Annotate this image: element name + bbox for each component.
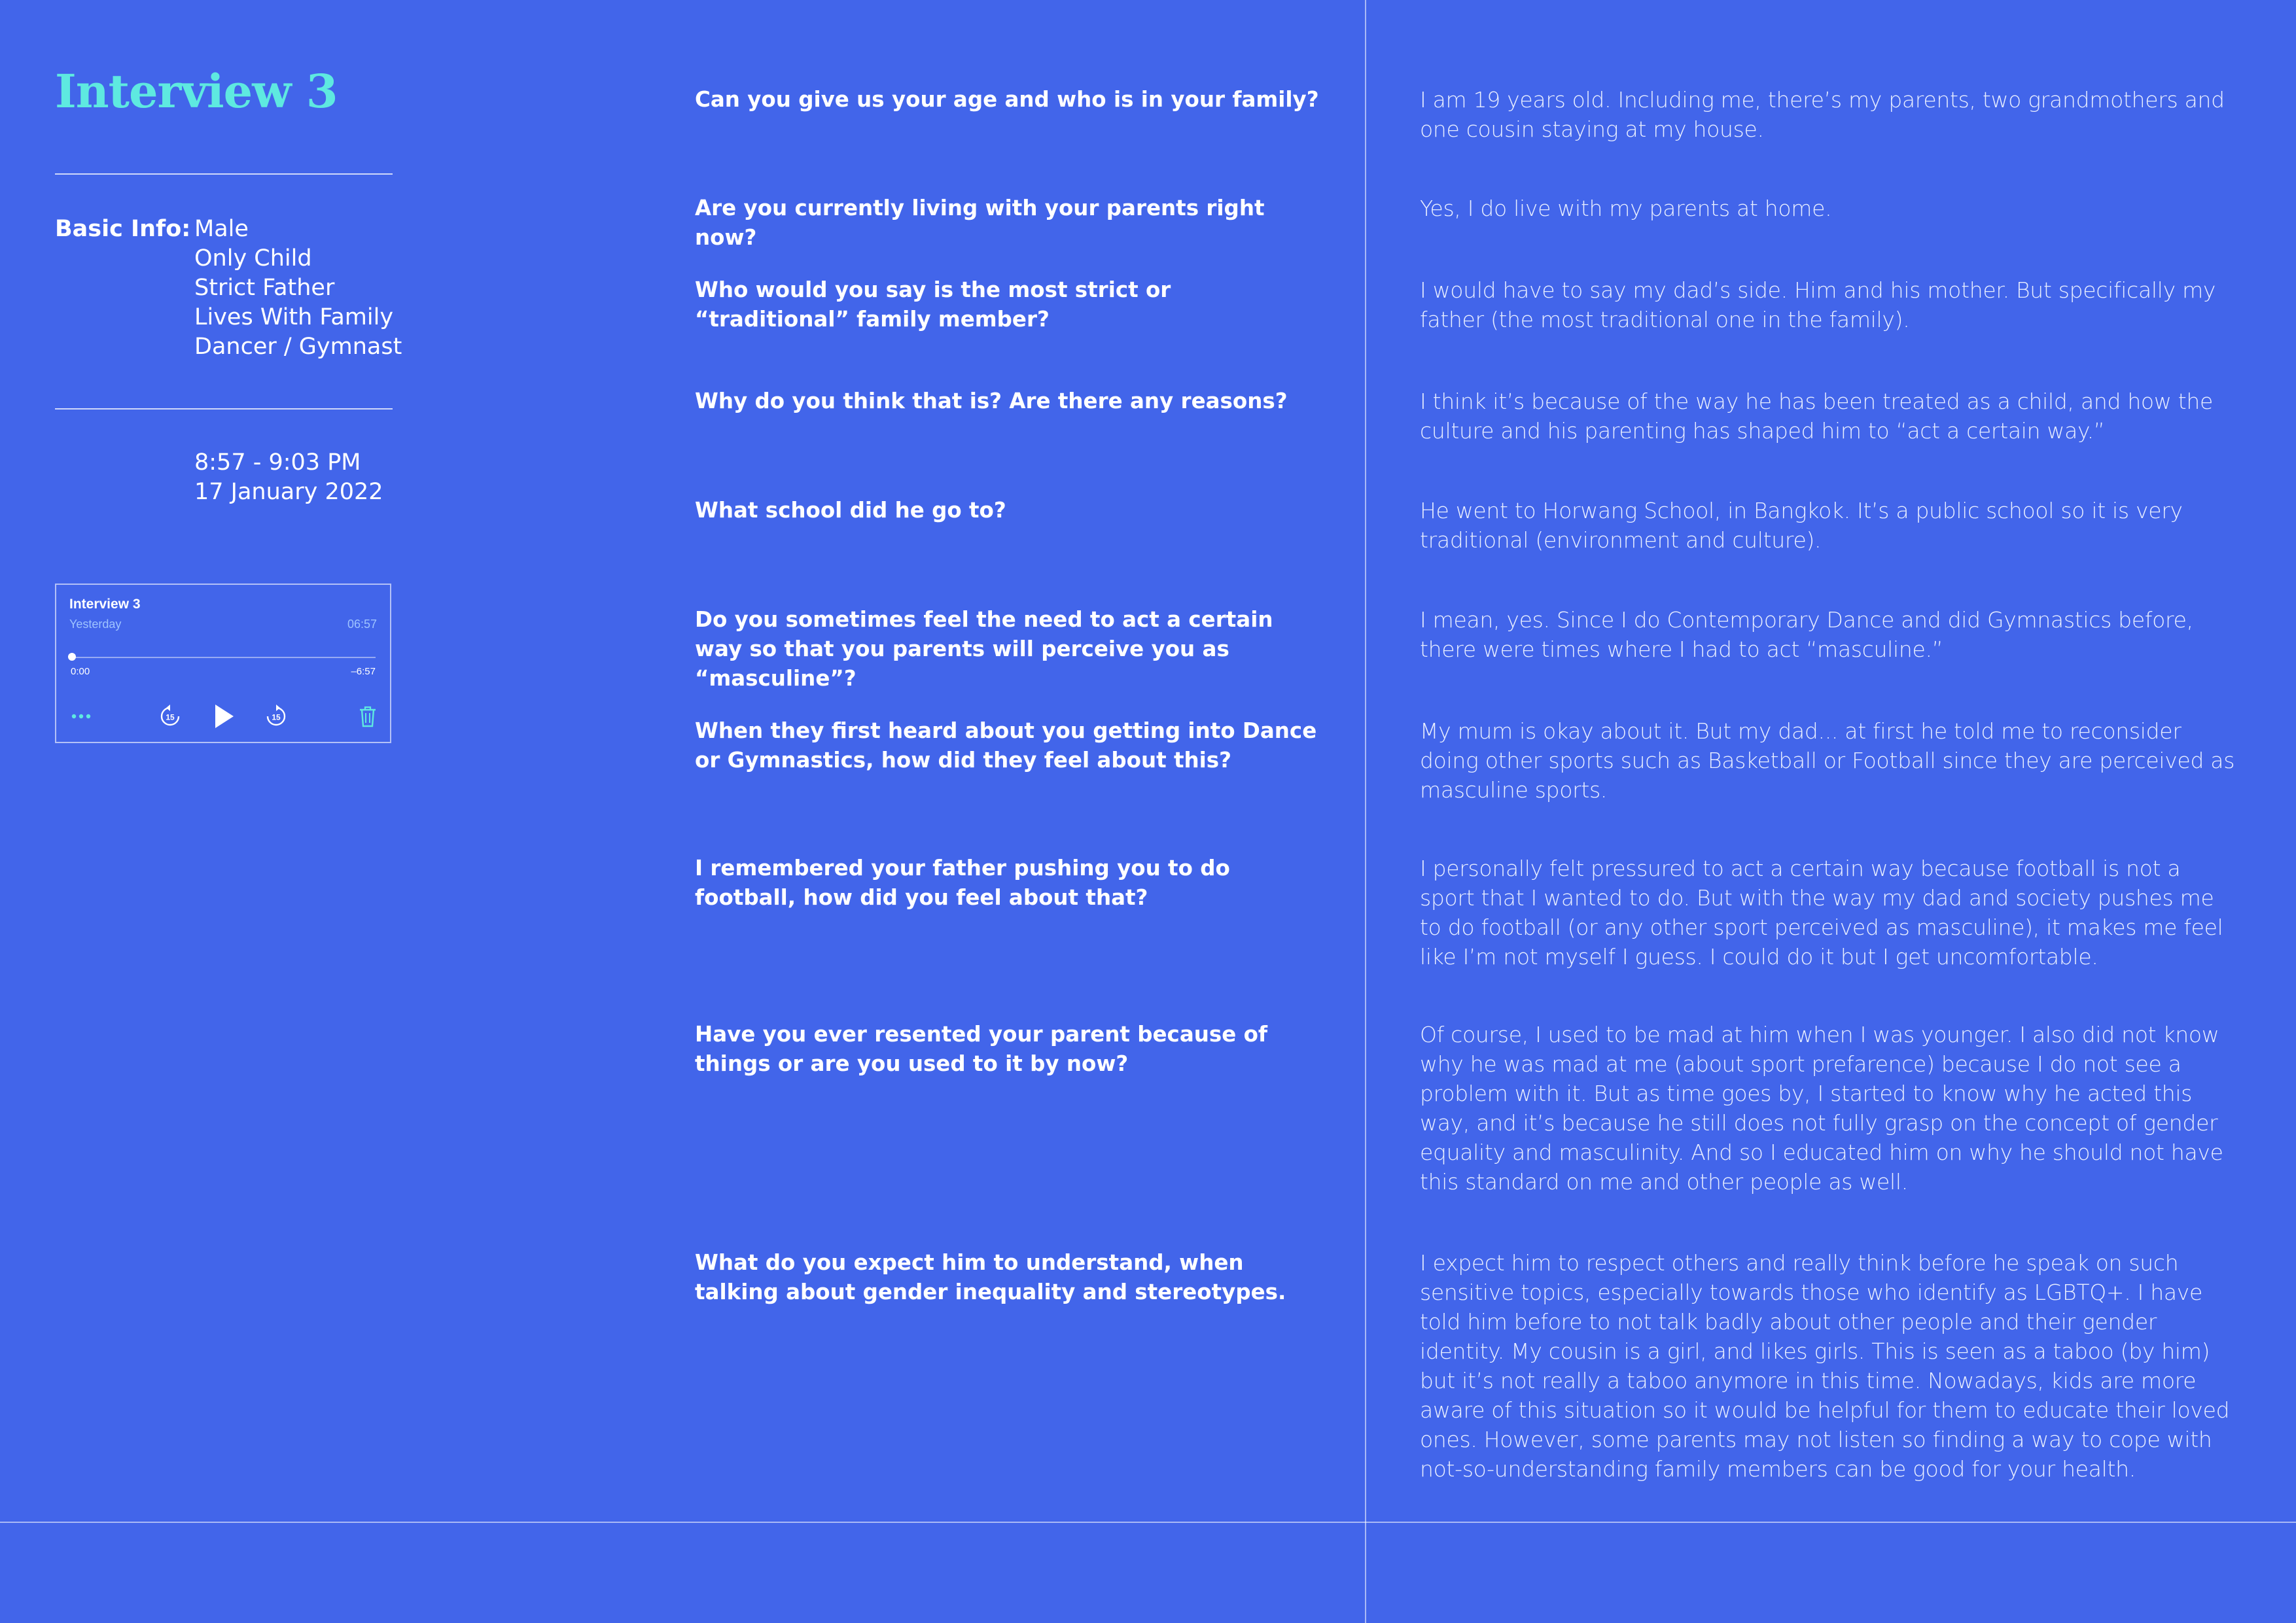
progress-track[interactable] bbox=[71, 657, 376, 658]
answer: My mum is okay about it. But my dad... at first he told me to reconsider doing other sports such as Basketball or Football since they are perceived as masculine sports. bbox=[1420, 718, 2235, 803]
question: What school did he go to? bbox=[695, 498, 1006, 523]
question: Do you sometimes feel the need to act a certain way so that you parents will perceive you as “masculine”? bbox=[695, 607, 1273, 691]
session-date: 17 January 2022 bbox=[194, 479, 383, 505]
answer: Of course, I used to be mad at him when I was younger. I also did not know why he was mad at me (about sport prefarence) because I do not see a problem with it. But as time goes by, I started to know why he acted this way, and it’s because he still does not fully grasp on the concept of gender equality and masculinity. And so I educated him on why he should not have this standard on me and other people as well. bbox=[1420, 1022, 2223, 1195]
question: Can you give us your age and who is in your family? bbox=[695, 87, 1319, 112]
column-divider bbox=[1365, 0, 1366, 1623]
question: Why do you think that is? Are there any reasons? bbox=[695, 389, 1288, 413]
play-icon[interactable] bbox=[213, 703, 236, 729]
trash-icon[interactable] bbox=[359, 705, 377, 727]
question: When they first heard about you getting into Dance or Gymnastics, how did they feel about this? bbox=[695, 718, 1317, 773]
recording-date: Yesterday bbox=[69, 618, 122, 631]
info-rule bbox=[55, 408, 393, 410]
question: Have you ever resented your parent because of things or are you used to it by now? bbox=[695, 1022, 1268, 1076]
basic-info-item: Strict Father bbox=[194, 275, 335, 301]
basic-info-item: Only Child bbox=[194, 245, 312, 271]
basic-info-list bbox=[194, 215, 402, 362]
page-title: Interview 3 bbox=[55, 64, 338, 118]
skip-back-label: 15 bbox=[166, 712, 175, 722]
basic-info-item: Dancer / Gymnast bbox=[194, 334, 402, 360]
voice-memo-player bbox=[55, 584, 391, 743]
session-time: 8:57 - 9:03 PM bbox=[194, 449, 361, 476]
answer: He went to Horwang School, in Bangkok. It’s a public school so it is very traditional (environment and culture). bbox=[1420, 498, 2183, 553]
skip-forward-icon[interactable] bbox=[264, 704, 288, 729]
more-icon[interactable] bbox=[71, 713, 92, 720]
recording-duration: 06:57 bbox=[347, 618, 377, 631]
answer: I am 19 years old. Including me, there’s my parents, two grandmothers and one cousin staying at my house. bbox=[1420, 87, 2225, 142]
recording-title: Interview 3 bbox=[69, 597, 141, 612]
basic-info-label: Basic Info: bbox=[55, 216, 191, 242]
elapsed-time: 0:00 bbox=[71, 666, 90, 677]
remaining-time: –6:57 bbox=[351, 666, 376, 677]
basic-info-item: Male bbox=[194, 216, 249, 242]
skip-forward-label: 15 bbox=[272, 712, 281, 722]
answer: I mean, yes. Since I do Contemporary Dance and did Gymnastics before, there were times where I had to act “masculine.” bbox=[1420, 607, 2193, 662]
question: What do you expect him to understand, when talking about gender inequality and stereotypes. bbox=[695, 1250, 1286, 1304]
answer: I think it’s because of the way he has been treated as a child, and how the culture and his parenting has shaped him to “act a certain way.” bbox=[1420, 389, 2213, 444]
basic-info-item: Lives With Family bbox=[194, 304, 394, 330]
title-rule bbox=[55, 173, 393, 175]
footer-divider bbox=[0, 1522, 2296, 1523]
answer: Yes, I do live with my parents at home. bbox=[1420, 196, 1832, 221]
progress-scrubber[interactable] bbox=[68, 653, 76, 661]
session-info bbox=[194, 448, 383, 507]
answer: I personally felt pressured to act a certain way because football is not a sport that I wanted to do. But with the way my dad and society pushes me to do football (or any other sport perceived as masculine), it makes me feel like I’m not myself I guess. I could do it but I get uncomfortable. bbox=[1420, 856, 2223, 969]
answer: I expect him to respect others and really think before he speak on such sensitive topics, especially towards those who identify as LGBTQ+. I have told him before to not talk badly about other people and their gender identity. My cousin is a girl, and likes girls. This is seen as a taboo (by him) but it’s not really a taboo anymore in this time. Nowadays, kids are more aware of this situation so it would be helpful for them to educate their loved ones. However, some parents may not listen so finding a way to cope with not-so-understanding family members can be good for your health. bbox=[1420, 1250, 2230, 1482]
skip-back-icon[interactable] bbox=[158, 704, 182, 729]
question: Are you currently living with your parents right now? bbox=[695, 196, 1265, 250]
question: Who would you say is the most strict or “traditional” family member? bbox=[695, 277, 1171, 332]
question: I remembered your father pushing you to do football, how did you feel about that? bbox=[695, 856, 1230, 910]
answer: I would have to say my dad’s side. Him and his mother. But specifically my father (the most traditional one in the family). bbox=[1420, 277, 2216, 332]
